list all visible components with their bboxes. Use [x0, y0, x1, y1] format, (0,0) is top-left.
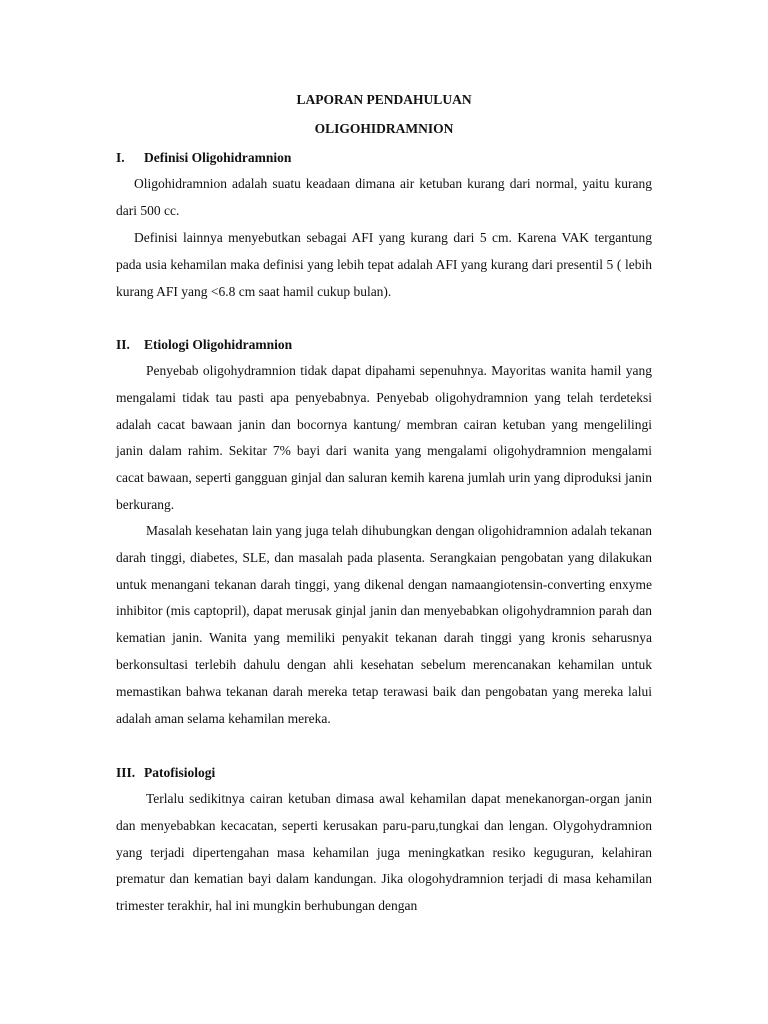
section-title: Definisi Oligohidramnion: [144, 150, 292, 165]
section-number: II.: [116, 337, 130, 352]
document-title: LAPORAN PENDAHULUAN: [296, 92, 472, 107]
paragraph: Definisi lainnya menyebutkan sebagai AFI yang kurang dari 5 cm. Karena VAK tergantung pada usia kehamilan maka definisi yang lebih tepat adalah AFI yang kurang dari presentil 5 ( lebih kurang AFI yang <6.8 cm saat hamil cukup bulan).: [116, 230, 652, 299]
section-heading-etiologi: [116, 337, 292, 353]
section-title: Etiologi Oligohidramnion: [144, 337, 293, 352]
section-heading-definisi: [116, 150, 291, 166]
section-number: III.: [116, 765, 136, 780]
section-heading-patofisiologi: [116, 765, 215, 781]
paragraph: Terlalu sedikitnya cairan ketuban dimasa awal kehamilan dapat menekanorgan-organ janin dan menyebabkan kecacatan, seperti kerusakan paru-paru,tungkai dan lengan. Olygohydramnion yang terjadi dipertengahan masa kehamilan juga meningkatkan resiko keguguran, kelahiran prematur dan kematian bayi dalam kandungan. Jika ologohydramnion terjadi di masa kehamilan trimester terakhir, hal ini mungkin berhubungan dengan: [116, 791, 652, 914]
section-number: I.: [116, 150, 125, 165]
paragraph: Masalah kesehatan lain yang juga telah dihubungkan dengan oligohidramnion adalah tekanan darah tinggi, diabetes, SLE, dan masalah pada plasenta. Serangkaian pengobatan yang dilakukan untuk menangani tekanan darah tinggi, yang dikenal dengan namaangiotensin-converting enxyme inhibitor (mis captopril), dapat merusak ginjal janin dan menyebabkan oligohydramnion parah dan kematian janin. Wanita yang memiliki penyakit tekanan darah tinggi yang kronis seharusnya berkonsultasi terlebih dahulu dengan ahli kesehatan sebelum merencanakan kehamilan untuk memastikan bahwa tekanan darah mereka tetap terawasi baik dan pengobatan yang mereka lalui adalah aman selama kehamilan mereka.: [116, 523, 652, 726]
paragraph: Oligohidramnion adalah suatu keadaan dimana air ketuban kurang dari normal, yaitu kurang dari 500 cc.: [116, 176, 652, 218]
section-title: Patofisiologi: [144, 765, 216, 780]
document-subtitle: OLIGOHIDRAMNION: [314, 121, 454, 136]
paragraph: Penyebab oligohydramnion tidak dapat dipahami sepenuhnya. Mayoritas wanita hamil yang mengalami tidak tau pasti apa penyebabnya. Penyebab oligohydramnion yang telah terdeteksi adalah cacat bawaan janin dan bocornya kantung/ membran cairan ketuban yang mengelilingi janin dalam rahim. Sekitar 7% bayi dari wanita yang mengalami oligohydramnion mengalami cacat bawaan, seperti gangguan ginjal dan saluran kemih karena jumlah urin yang diproduksi janin berkurang.: [116, 363, 652, 512]
